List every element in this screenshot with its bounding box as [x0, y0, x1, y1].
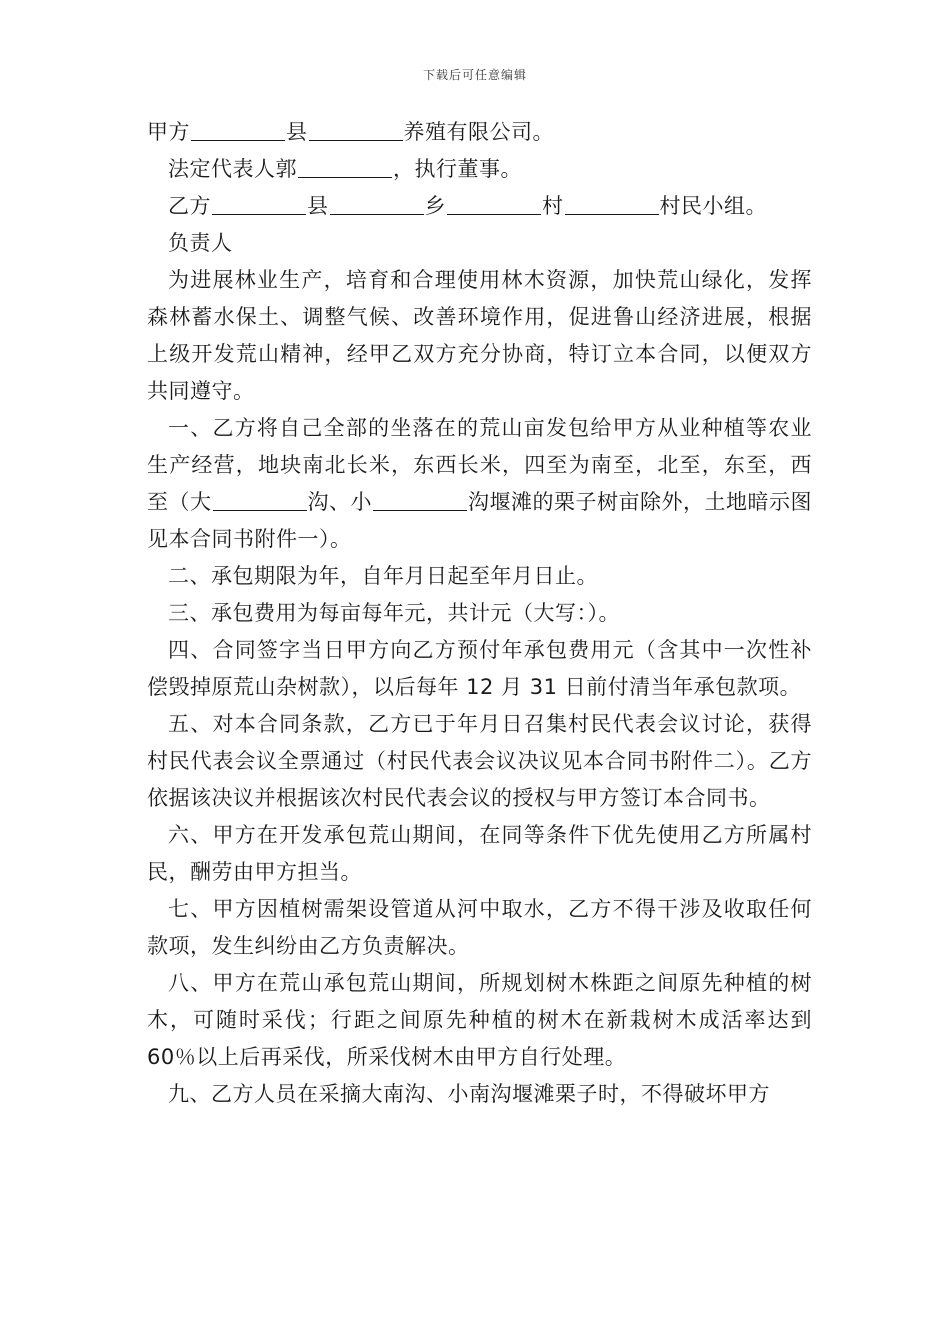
legal-rep-line — [147, 151, 812, 188]
blank-field — [330, 192, 424, 215]
clause-5: 五、对本合同条款，乙方已于年月日召集村民代表会议讨论，获得村民代表会议全票通过（村民代表会议决议见本合同书附件二）。乙方依据该决议并根据该次村民代表会议的授权与甲方签订本合同书。 — [147, 712, 812, 810]
legal-rep-suffix: ，执行董事。 — [393, 157, 522, 181]
party-b-village: 村 — [542, 194, 564, 218]
party-a-suffix: 养殖有限公司。 — [403, 120, 554, 144]
party-a-prefix: 甲方 — [147, 120, 190, 144]
blank-field — [212, 192, 306, 215]
principal-line: 负责人 — [168, 231, 233, 255]
blank-field — [373, 488, 467, 511]
blank-field — [191, 118, 285, 141]
party-b-suffix: 村民小组。 — [659, 194, 767, 218]
party-a-line — [147, 114, 812, 151]
contract-body — [147, 114, 812, 1113]
blank-field — [565, 192, 659, 215]
clause-2: 二、承包期限为年，自年月日起至年月日止。 — [168, 564, 598, 588]
blank-field — [309, 118, 403, 141]
party-a-mid: 县 — [286, 120, 308, 144]
blank-field — [298, 155, 392, 178]
clause-6: 六、甲方在开发承包荒山期间，在同等条件下优先使用乙方所属村民，酬劳由甲方担当。 — [147, 823, 812, 884]
clause-7: 七、甲方因植树需架设管道从河中取水，乙方不得干涉及收取任何款项，发生纠纷由乙方负责解决。 — [147, 897, 812, 958]
clause-4: 四、合同签字当日甲方向乙方预付年承包费用元（含其中一次性补偿毁掉原荒山杂树款），以后每年 12 月 31 日前付清当年承包款项。 — [147, 638, 812, 699]
clause-1-part-3: 沟堰滩的栗子树亩除外，土地暗示图见本合同书附件一）。 — [147, 490, 812, 551]
blank-field — [213, 488, 307, 511]
party-b-prefix: 乙方 — [168, 194, 211, 218]
header-note: 下载后可任意编辑 — [422, 68, 527, 82]
preamble-paragraph: 为进展林业生产，培育和合理使用林木资源，加快荒山绿化，发挥森林蓄水保土、调整气候、改善环境作用，促进鲁山经济进展，根据上级开发荒山精神，经甲乙双方充分协商，特订立本合同，以便双方共同遵守。 — [147, 268, 812, 403]
party-b-county: 县 — [307, 194, 329, 218]
party-b-township: 乡 — [424, 194, 446, 218]
clause-8: 八、甲方在荒山承包荒山期间，所规划树木株距之间原先种植的树木，可随时采伐；行距之间原先种植的树木在新栽树木成活率达到 60％以上后再采伐，所采伐树木由甲方自行处理。 — [147, 971, 812, 1069]
blank-field — [447, 192, 541, 215]
clause-3: 三、承包费用为每亩每年元，共计元（大写：）。 — [168, 601, 620, 625]
clause-1-part-1: 一、乙方将自己全部的坐落在的荒山亩发包给甲方从业种植等农业生产经营，地块南北长米，东西长米，四至为南至，北至，东至，西至（大 — [147, 416, 812, 514]
clause-1-part-2: 沟、小 — [307, 490, 372, 514]
clause-9: 九、乙方人员在采摘大南沟、小南沟堰滩栗子时，不得破坏甲方 — [168, 1082, 770, 1106]
party-b-line — [147, 188, 812, 225]
legal-rep-prefix: 法定代表人郭 — [168, 157, 297, 181]
clause-1 — [147, 410, 812, 558]
